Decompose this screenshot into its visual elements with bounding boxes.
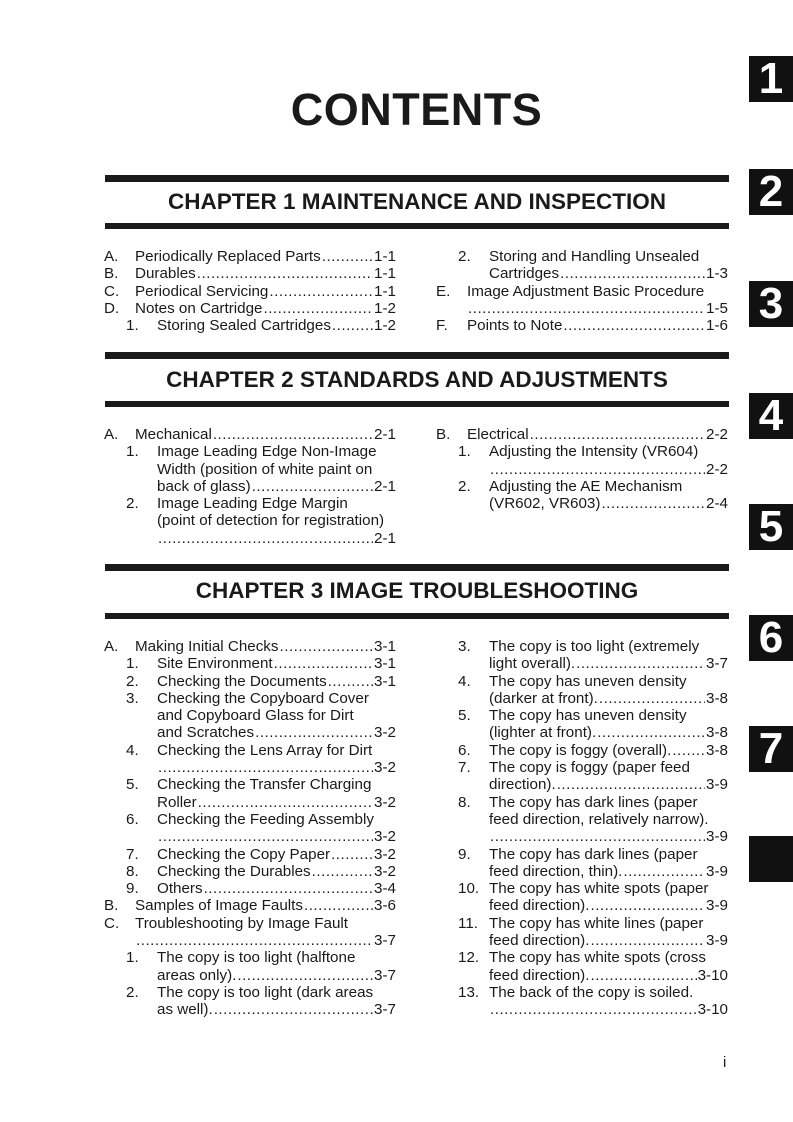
toc-entry-marker: 12. [458,949,480,967]
toc-entry-text: Width (position of white paint on [157,460,373,478]
toc-entry-page: 1-1 [374,282,396,300]
chapter-2-right-column [436,426,728,512]
dot-leader [263,300,373,317]
toc-entry-page: 3-9 [706,828,728,846]
toc-entry[interactable] [104,742,396,777]
toc-entry[interactable] [104,655,396,672]
dot-leader [601,495,705,512]
toc-entry-text: Making Initial Checks [135,638,279,655]
toc-entry-marker: 11. [458,914,478,932]
toc-entry-text: The copy has uneven density [489,672,687,690]
toc-entry[interactable] [436,742,728,759]
toc-entry-text: The copy is too light (halftone [157,949,356,967]
toc-entry-marker: 1. [126,655,139,673]
toc-entry[interactable] [104,443,396,495]
toc-entry-text: The copy has white lines (paper [489,914,704,932]
dot-leader [468,300,705,317]
toc-entry-page: 2-2 [706,426,728,443]
toc-entry-marker: 3. [126,689,139,707]
chapter-tab-5[interactable]: 5 [749,504,793,550]
toc-entry-text: Roller [157,793,197,811]
toc-entry-marker: B. [436,426,451,443]
toc-entry-page: 3-9 [706,862,728,880]
toc-entry-page: 3-9 [706,897,728,915]
page-number: i [723,1054,727,1071]
chapter-1-rule-bottom [105,223,729,229]
toc-entry-page: 3-9 [706,932,728,950]
toc-entry-page: 3-7 [374,966,396,984]
toc-entry-marker: 9. [126,880,139,898]
toc-entry[interactable] [104,880,396,897]
toc-entry[interactable] [104,317,396,334]
toc-entry-page: 3-9 [706,776,728,794]
toc-entry[interactable] [104,915,396,950]
chapter-3-rule-top [105,564,729,571]
toc-entry-text: feed direction). [489,932,590,950]
dot-leader [490,1001,697,1018]
toc-entry[interactable] [104,265,396,282]
toc-entry[interactable] [436,443,728,478]
dot-leader [197,265,373,282]
toc-entry-marker: A. [104,638,119,655]
toc-entry-page: 3-7 [374,1001,396,1019]
chapter-tab-3[interactable]: 3 [749,281,793,327]
toc-entry-text: as well). [157,1001,213,1019]
chapter-2-rule-bottom [105,401,729,407]
toc-entry[interactable] [436,846,728,881]
toc-entry-page: 1-3 [706,265,728,283]
toc-entry[interactable] [104,283,396,300]
toc-entry-text: Mechanical [135,426,212,443]
toc-entry[interactable] [104,638,396,655]
dot-leader [557,776,705,793]
toc-entry[interactable] [436,283,728,318]
toc-entry[interactable] [436,317,728,334]
dot-leader [590,897,705,914]
chapter-tab-blank[interactable] [749,836,793,882]
toc-entry-marker: 9. [458,845,471,863]
toc-entry-page: 2-1 [374,529,396,547]
toc-entry-page: 1-2 [374,317,396,335]
chapter-3-heading: CHAPTER 3 IMAGE TROUBLESHOOTING [195,578,639,603]
toc-entry-page: 3-1 [374,638,396,655]
chapter-tab-7[interactable]: 7 [749,726,793,772]
toc-entry-text: Periodically Replaced Parts [135,248,321,265]
toc-entry-text: The copy has white spots (cross [489,949,706,967]
toc-entry-text: feed direction). [489,966,590,984]
toc-entry-page: 3-10 [697,1001,728,1019]
toc-entry-text: Adjusting the Intensity (VR604) [489,443,699,461]
dot-leader [213,426,373,443]
toc-entry[interactable] [436,638,728,673]
dot-leader [274,655,373,672]
toc-entry-marker: 6. [458,741,471,759]
toc-entry-text: Checking the Feeding Assembly [157,810,374,828]
dot-leader [590,967,696,984]
toc-entry-marker: 7. [458,759,471,777]
toc-entry-text: Checking the Transfer Charging [157,776,372,794]
chapter-1-right-column [436,248,728,334]
toc-entry-text: Image Adjustment Basic Procedure [467,282,705,300]
toc-entry-marker: 7. [126,845,139,863]
toc-entry-marker: B. [104,897,119,915]
toc-entry-marker: 8. [458,793,471,811]
toc-entry[interactable] [104,495,396,547]
chapter-2-heading: CHAPTER 2 STANDARDS AND ADJUSTMENTS [166,367,668,392]
toc-entry-page: 2-1 [374,426,396,443]
toc-entry-page: 3-2 [374,759,396,777]
toc-entry-text: The copy has uneven density [489,707,687,725]
toc-entry-text: Checking the Copy Paper [157,845,331,863]
toc-entry-text: The copy is too light (extremely [489,638,700,655]
toc-entry-text: (lighter at front). [489,724,597,742]
toc-entry-marker: 2. [458,477,471,495]
toc-entry-marker: 5. [126,776,139,794]
chapter-3-right-column [436,638,728,1019]
chapter-1-left-column [104,248,396,334]
toc-entry[interactable] [104,984,396,1019]
toc-entry[interactable] [436,880,728,915]
toc-entry-marker: 13. [458,983,480,1001]
toc-entry-page: 3-8 [706,689,728,707]
toc-entry-text: The copy is foggy (overall). [489,741,672,759]
toc-entry-marker: 2. [126,495,139,513]
toc-entry-page: 3-1 [374,672,396,690]
toc-entry[interactable] [104,426,396,443]
toc-entry-text: The copy has dark lines (paper [489,793,698,811]
toc-entry-page: 1-1 [374,265,396,283]
toc-entry-marker: 2. [126,672,139,690]
toc-entry-marker: B. [104,265,119,283]
toc-entry-marker: 5. [458,707,471,725]
toc-entry-text: Checking the Copyboard Cover [157,689,369,707]
toc-entry-text: light overall). [489,655,576,673]
dot-leader [237,967,373,984]
toc-entry-text: Points to Note [467,317,563,335]
dot-leader [136,932,373,949]
toc-entry-text: Samples of Image Faults [135,897,303,915]
toc-entry-marker: 10. [458,880,480,898]
toc-entry-marker: C. [104,282,120,300]
toc-entry-text: Electrical [467,426,529,443]
toc-entry-text: areas only). [157,966,237,984]
toc-entry-text: and Copyboard Glass for Dirt [157,707,354,725]
toc-entry[interactable] [104,897,396,914]
toc-entry[interactable] [436,673,728,708]
toc-entry-marker: D. [104,299,120,317]
dot-leader [599,690,705,707]
page-title: CONTENTS [290,84,543,135]
toc-entry-text: The copy is too light (dark areas [157,983,374,1001]
dot-leader [597,724,705,741]
toc-entry-text: Storing and Handling Unsealed [489,248,700,265]
toc-entry-text: direction). [489,776,556,794]
toc-entry-marker: A. [104,426,119,443]
toc-entry-text: feed direction, thin). [489,862,623,880]
toc-entry-page: 3-10 [697,966,728,984]
toc-entry-page: 1-5 [706,299,728,317]
toc-entry[interactable] [104,248,396,265]
toc-entry-marker: F. [436,317,448,335]
dot-leader [269,283,373,300]
toc-entry-text: The back of the copy is soiled. [489,983,694,1001]
dot-leader [198,794,373,811]
toc-entry[interactable] [104,776,396,811]
toc-entry-marker: C. [104,914,120,932]
toc-entry-marker: 2. [126,983,139,1001]
chapter-tab-6[interactable]: 6 [749,615,793,661]
toc-entry[interactable] [104,846,396,863]
chapter-3-left-column [104,638,396,1019]
toc-entry-text: Periodical Servicing [135,282,269,300]
toc-entry[interactable] [436,915,728,950]
toc-entry-text: Site Environment [157,655,273,673]
toc-entry-marker: 3. [458,638,471,655]
dot-leader [252,478,373,495]
toc-entry-page: 3-7 [706,655,728,673]
toc-entry[interactable] [436,949,728,984]
toc-entry[interactable] [436,478,728,513]
dot-leader [490,828,705,845]
chapter-1-heading: CHAPTER 1 MAINTENANCE AND INSPECTION [168,189,666,214]
toc-entry-text: (VR602, VR603) [489,495,601,513]
dot-leader [560,265,705,282]
toc-entry-marker: 4. [126,741,139,759]
toc-entry-text: (point of detection for registration) [157,512,385,530]
toc-entry[interactable] [436,984,728,1019]
toc-entry[interactable] [104,673,396,690]
toc-entry[interactable] [436,248,728,283]
dot-leader [214,1001,373,1018]
toc-entry-text: The copy is foggy (paper feed [489,759,690,777]
toc-entry-marker: 6. [126,810,139,828]
toc-entry-page: 3-2 [374,724,396,742]
dot-leader [331,846,373,863]
toc-entry-page: 3-4 [374,880,396,898]
toc-entry-page: 3-8 [706,741,728,759]
chapter-3-rule-bottom [105,613,729,619]
toc-entry-page: 2-1 [374,477,396,495]
toc-entry-page: 1-6 [706,317,728,335]
toc-entry-marker: A. [104,248,119,265]
dot-leader [490,461,705,478]
toc-entry-marker: E. [436,282,451,300]
dot-leader [280,638,374,655]
toc-entry-page: 3-7 [374,932,396,950]
toc-entry-text: Image Leading Edge Non-Image [157,443,377,461]
dot-leader [530,426,705,443]
toc-entry-text: The copy has white spots (paper [489,880,709,898]
chapter-tab-1[interactable]: 1 [749,56,793,102]
toc-entry[interactable] [104,863,396,880]
toc-entry-text: and Scratches [157,724,255,742]
toc-entry-marker: 1. [126,443,139,461]
toc-entry[interactable] [104,949,396,984]
chapter-tab-4[interactable]: 4 [749,393,793,439]
toc-entry-text: Others [157,880,203,898]
dot-leader [204,880,373,897]
toc-entry-text: feed direction). [489,897,590,915]
dot-leader [255,724,373,741]
toc-entry-text: Cartridges [489,265,560,283]
dot-leader [322,248,373,265]
toc-entry-text: Checking the Lens Array for Dirt [157,741,373,759]
dot-leader [563,317,705,334]
toc-entry-text: Notes on Cartridge [135,299,263,317]
dot-leader [158,759,373,776]
toc-entry-text: back of glass) [157,477,251,495]
dot-leader [328,673,373,690]
dot-leader [312,863,373,880]
dot-leader [576,655,705,672]
toc-entry[interactable] [104,300,396,317]
toc-entry-text: Image Leading Edge Margin [157,495,348,513]
toc-entry-page: 3-8 [706,724,728,742]
toc-entry-marker: 4. [458,672,471,690]
toc-entry-text: Checking the Durables [157,862,311,880]
chapter-tab-2[interactable]: 2 [749,169,793,215]
toc-entry-marker: 1. [126,317,139,335]
dot-leader [332,317,373,334]
toc-entry-page: 3-2 [374,828,396,846]
dot-leader [590,932,705,949]
dot-leader [623,863,705,880]
toc-entry-marker: 8. [126,862,139,880]
toc-entry-page: 1-2 [374,299,396,317]
toc-entry-page: 2-2 [706,460,728,478]
toc-entry-text: Durables [135,265,196,283]
chapter-2-rule-top [105,352,729,359]
toc-entry-text: Storing Sealed Cartridges [157,317,331,335]
dot-leader [304,897,373,914]
toc-entry[interactable] [436,759,728,794]
toc-entry-text: (darker at front). [489,689,598,707]
toc-entry-text: The copy has dark lines (paper [489,845,698,863]
toc-entry-text: Troubleshooting by Image Fault [135,914,349,932]
toc-entry-text: Checking the Documents [157,672,327,690]
toc-entry[interactable] [104,811,396,846]
toc-entry[interactable] [104,690,396,742]
toc-entry-marker: 1. [458,443,471,461]
toc-entry-page: 3-6 [374,897,396,915]
toc-entry[interactable] [436,707,728,742]
dot-leader [672,742,705,759]
dot-leader [158,530,373,547]
chapter-1-rule-top [105,175,729,182]
toc-entry-page: 3-1 [374,655,396,673]
toc-entry[interactable] [436,794,728,846]
toc-entry[interactable] [436,426,728,443]
toc-entry-page: 3-2 [374,862,396,880]
toc-entry-text: Adjusting the AE Mechanism [489,477,683,495]
toc-entry-text: feed direction, relatively narrow). [489,810,709,828]
toc-entry-page: 3-2 [374,845,396,863]
toc-entry-page: 1-1 [374,248,396,265]
toc-entry-marker: 1. [126,949,139,967]
toc-entry-marker: 2. [458,248,471,265]
toc-entry-page: 3-2 [374,793,396,811]
toc-entry-page: 2-4 [706,495,728,513]
dot-leader [158,828,373,845]
chapter-2-left-column [104,426,396,547]
